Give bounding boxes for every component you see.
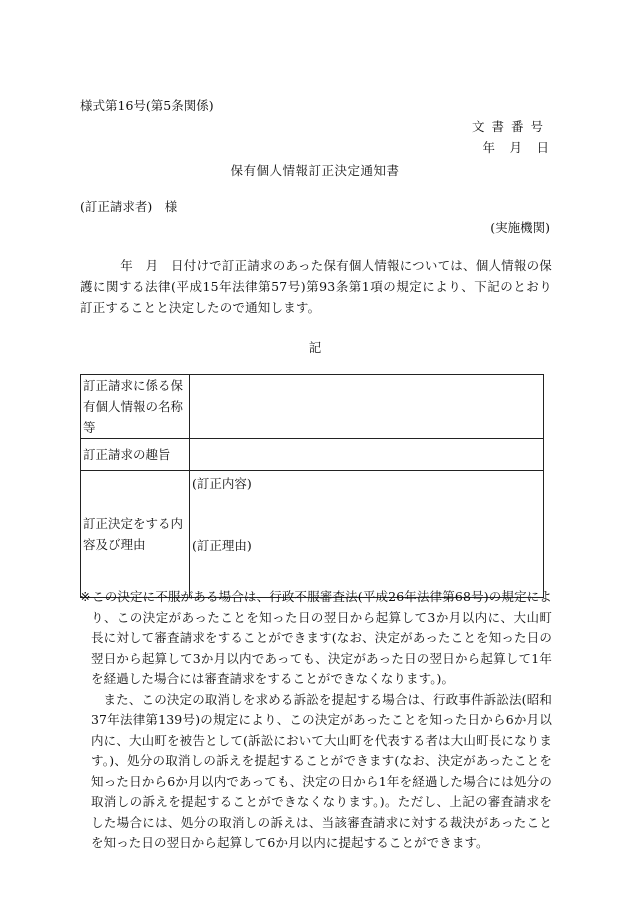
row-value-info-name bbox=[190, 375, 544, 439]
correction-content-label: (訂正内容) bbox=[192, 476, 252, 491]
issuer-line: (実施機関) bbox=[490, 220, 550, 235]
note-paragraph-appeal bbox=[80, 587, 552, 690]
correction-detail-table bbox=[80, 374, 544, 598]
note-mark: ※ bbox=[80, 589, 91, 604]
table-row bbox=[81, 439, 544, 471]
ki-heading: 記 bbox=[308, 340, 322, 355]
notes-section bbox=[80, 587, 552, 854]
note-paragraph-lawsuit: また、この決定の取消しを求める訴訟を提起する場合は、行政事件訴訟法(昭和37年法律第139号)の規定により、この決定があったことを知った日から6か月以内に、大山町を被告として(訴訟において大山町を代表する者は大山町長になります。)、処分の取消しの訴えを提起することができます(なお、決定があったことを知った日から6か月以内であっても、決定の日から1年を経過した場合には処分の取消しの訴えを提起することができなくなります。)。ただし、上記の審査請求をした場合には、処分の取消しの訴えは、当該審査請求に対する裁決があったことを知った日の翌日から起算して6か月以内に提起することができます。 bbox=[91, 691, 552, 850]
note-paragraph-appeal-text: この決定に不服がある場合は、行政不服審査法(平成26年法律第68号)の規定により、この決定があったことを知った日の翌日から起算して3か月以内に、大山町長に対して審査請求をすることができます(なお、決定があったことを知った日の翌日から起算して3か月以内であっても、決定があった日の翌日から起算して1年を経過した場合には審査請求をすることができなくなります。)。 bbox=[91, 589, 552, 686]
row-value-request-purpose bbox=[190, 439, 544, 471]
row-label-decision-content: 訂正決定をする内容及び理由 bbox=[81, 471, 190, 598]
document-title: 保有個人情報訂正決定通知書 bbox=[230, 163, 400, 178]
row-label-request-purpose: 訂正請求の趣旨 bbox=[81, 439, 190, 471]
form-label: 様式第16号(第5条関係) bbox=[80, 98, 214, 113]
table-row bbox=[81, 375, 544, 439]
document-number-label: 文書番号 bbox=[471, 119, 550, 134]
row-value-decision-content bbox=[190, 471, 544, 598]
row-label-info-name: 訂正請求に係る保有個人情報の名称等 bbox=[81, 375, 190, 439]
recipient-line: (訂正請求者) 様 bbox=[80, 199, 178, 214]
correction-reason-label: (訂正理由) bbox=[192, 538, 252, 553]
notice-body: 年 月 日付けで訂正請求のあった保有個人情報については、個人情報の保護に関する法律(平成15年法律第57号)第93条第1項の規定により、下記のとおり訂正することと決定したので通知します。 bbox=[80, 258, 552, 315]
date-line: 年 月 日 bbox=[482, 140, 550, 155]
table-row bbox=[81, 471, 544, 598]
